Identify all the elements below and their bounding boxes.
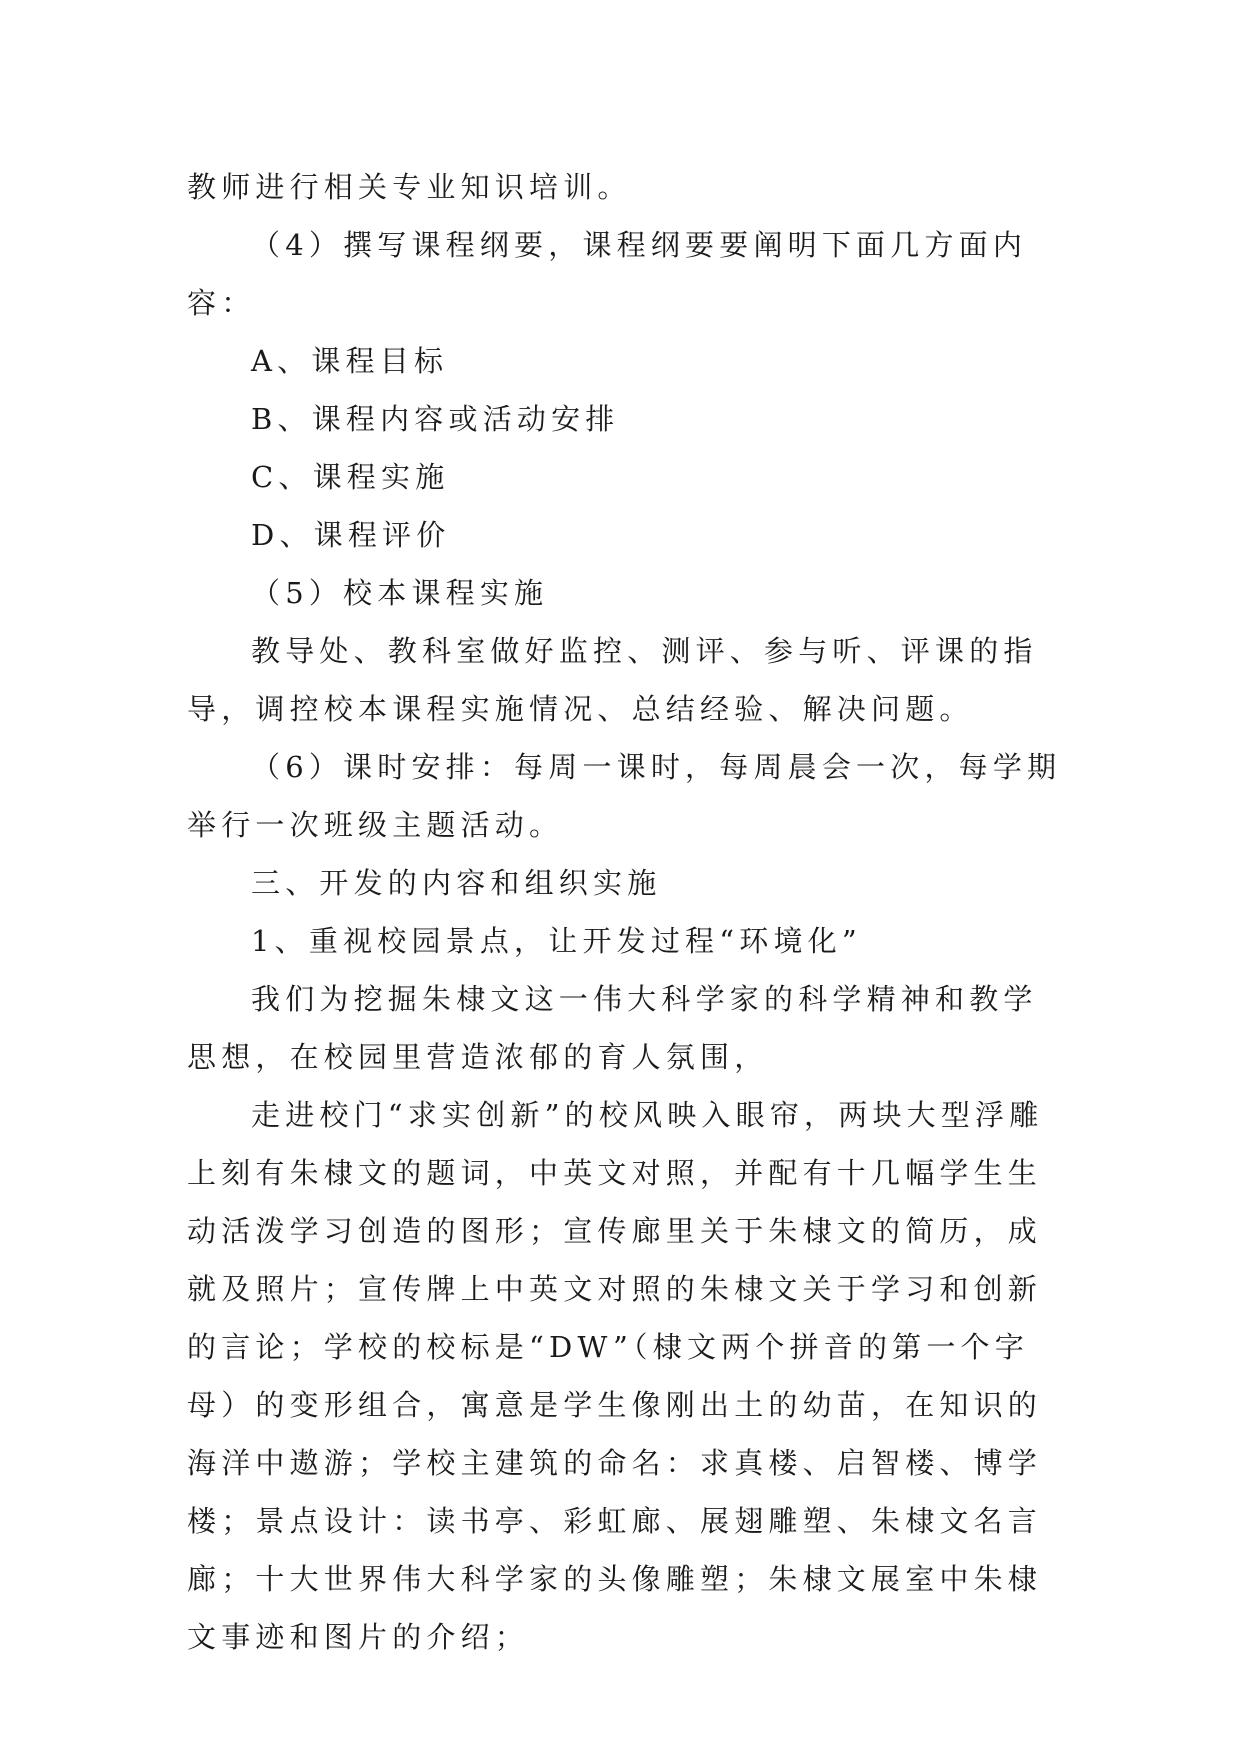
paragraph-continuation: 教师进行相关专业知识培训。 [187,170,632,204]
paragraph-course-outline: （4）撰写课程纲要，课程纲要要阐明下面几方面内容： [187,228,1028,320]
paragraph-guidance: 教导处、教科室做好监控、测评、参与听、评课的指导，调控校本课程实施情况、总结经验、解决问题。 [187,634,1038,726]
paragraph-course-implementation: （5）校本课程实施 [251,576,549,610]
list-item-a: A、课程目标 [251,344,449,378]
section-heading: 三、开发的内容和组织实施 [251,866,662,900]
list-item-c: C、课程实施 [251,460,450,494]
list-item-b: B、课程内容或活动安排 [251,402,620,436]
list-item-d: D、课程评价 [251,518,451,552]
subsection-heading: 1、重视校园景点，让开发过程“环境化” [251,924,862,958]
paragraph-schedule: （6）课时安排：每周一课时，每周晨会一次，每学期举行一次班级主题活动。 [187,750,1062,842]
paragraph-purpose: 我们为挖掘朱棣文这一伟大科学家的科学精神和教学思想，在校园里营造浓郁的育人氛围， [187,982,1038,1074]
paragraph-campus-description: 走进校门“求实创新”的校风映入眼帘，两块大型浮雕上刻有朱棣文的题词，中英文对照，并配有十几幅学生生动活泼学习创造的图形；宣传廊里关于朱棣文的简历，成就及照片；宣传牌上中英文对照的朱棣文关于学习和创新的言论；学校的校标是“DW”（棣文两个拼音的第一个字母）的变形组合，寓意是学生像刚出土的幼苗，在知识的海洋中遨游；学校主建筑的命名：求真楼、启智楼、博学楼；景点设计：读书亭、彩虹廊、展翅雕塑、朱棣文名言廊；十大世界伟大科学家的头像雕塑；朱棣文展室中朱棣文事迹和图片的介绍； [187,1098,1044,1654]
document-body [187,158,1067,1666]
